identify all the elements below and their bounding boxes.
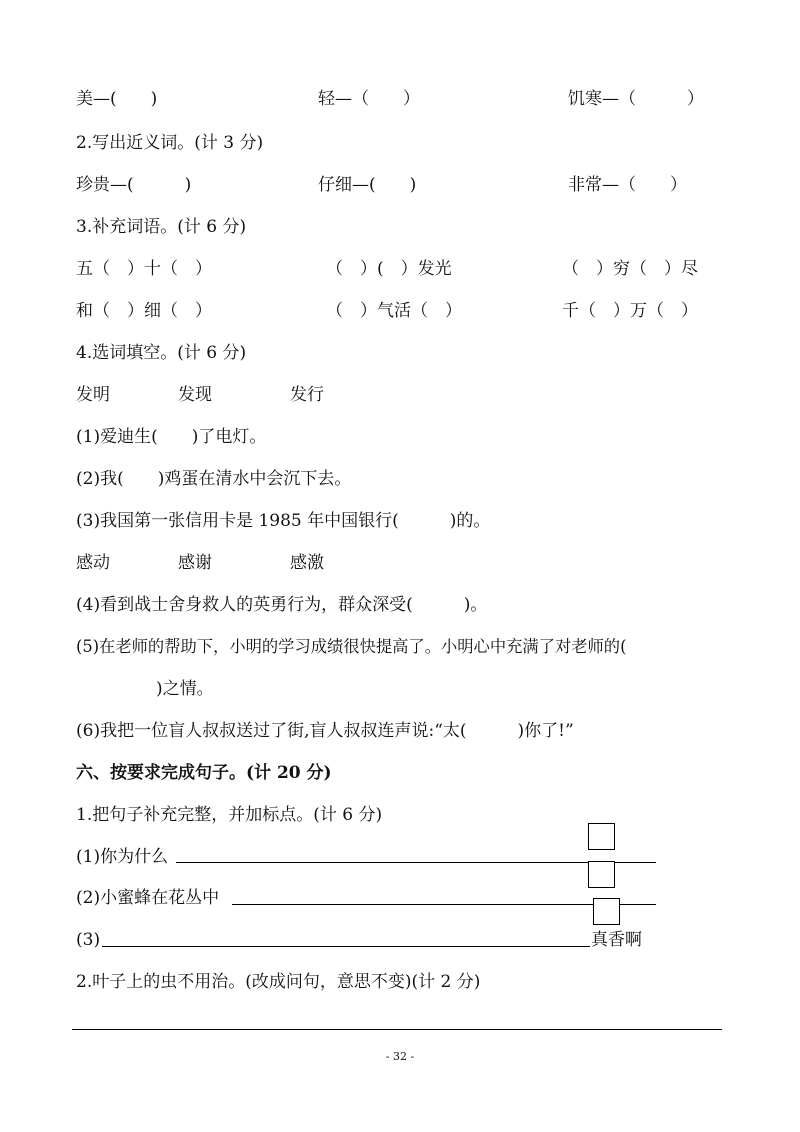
word-choice-6: 感激 <box>290 553 324 573</box>
word-choice-5: 感谢 <box>178 553 212 573</box>
s6-sentence-3-prefix: (3) <box>76 930 101 950</box>
section6-title: 六、按要求完成句子。(计 20 分) <box>76 763 332 783</box>
q3-title: 3.补充词语。(计 6 分) <box>76 217 247 237</box>
q4-sentence-5b: )之情。 <box>156 679 214 699</box>
page-number: - 32 - <box>385 1050 415 1063</box>
punctuation-box-3[interactable] <box>593 898 620 925</box>
punctuation-box-1[interactable] <box>588 823 615 850</box>
word-choice-4: 感动 <box>76 553 110 573</box>
answer-line-3[interactable] <box>102 946 590 947</box>
q4-sentence-5a: (5)在老师的帮助下，小明的学习成绩很快提高了。小明心中充满了对老师的( <box>76 637 627 656</box>
q4-sentence-3: (3)我国第一张信用卡是 1985 年中国银行( )的。 <box>76 511 491 531</box>
s6-sentence-3-end: 真香啊 <box>591 930 642 950</box>
idiom-2: （ ）( ）发光 <box>326 259 452 279</box>
antonym-item-3: 饥寒—（ ） <box>568 89 704 109</box>
answer-line-1[interactable] <box>176 862 656 863</box>
q4-title: 4.选词填空。(计 6 分) <box>76 343 247 363</box>
idiom-3: （ ）穷（ ）尽 <box>562 259 698 279</box>
idiom-6: 千（ ）万（ ） <box>562 301 698 321</box>
idiom-4: 和（ ）细（ ） <box>76 301 212 321</box>
s6-q1-title: 1.把句子补充完整，并加标点。(计 6 分) <box>76 805 383 825</box>
idiom-5: （ ）气活（ ） <box>326 301 462 321</box>
q4-sentence-1: (1)爱迪生( )了电灯。 <box>76 427 267 447</box>
synonym-item-1: 珍贵—( ) <box>76 175 192 195</box>
s6-sentence-1: (1)你为什么 <box>76 847 169 867</box>
s6-sentence-2: (2)小蜜蜂在花丛中 <box>76 888 220 908</box>
punctuation-box-2[interactable] <box>588 861 615 888</box>
word-choice-3: 发行 <box>290 385 324 405</box>
q2-title: 2.写出近义词。(计 3 分) <box>76 133 264 153</box>
antonym-item-1: 美—( ) <box>76 89 158 109</box>
synonym-item-3: 非常—（ ） <box>568 175 687 195</box>
footer-rule <box>72 1029 722 1030</box>
q4-sentence-4: (4)看到战士舍身救人的英勇行为，群众深受( )。 <box>76 595 488 615</box>
q4-sentence-6: (6)我把一位盲人叔叔送过了街,盲人叔叔连声说:“太( )你了!” <box>76 721 574 741</box>
synonym-item-2: 仔细—( ) <box>318 175 417 195</box>
antonym-item-2: 轻—（ ） <box>318 89 420 109</box>
s6-q2-title: 2.叶子上的虫不用治。(改成问句，意思不变)(计 2 分) <box>76 972 481 992</box>
idiom-1: 五（ ）十（ ） <box>76 259 212 279</box>
q4-sentence-2: (2)我( )鸡蛋在清水中会沉下去。 <box>76 469 352 489</box>
word-choice-2: 发现 <box>178 385 212 405</box>
word-choice-1: 发明 <box>76 385 110 405</box>
